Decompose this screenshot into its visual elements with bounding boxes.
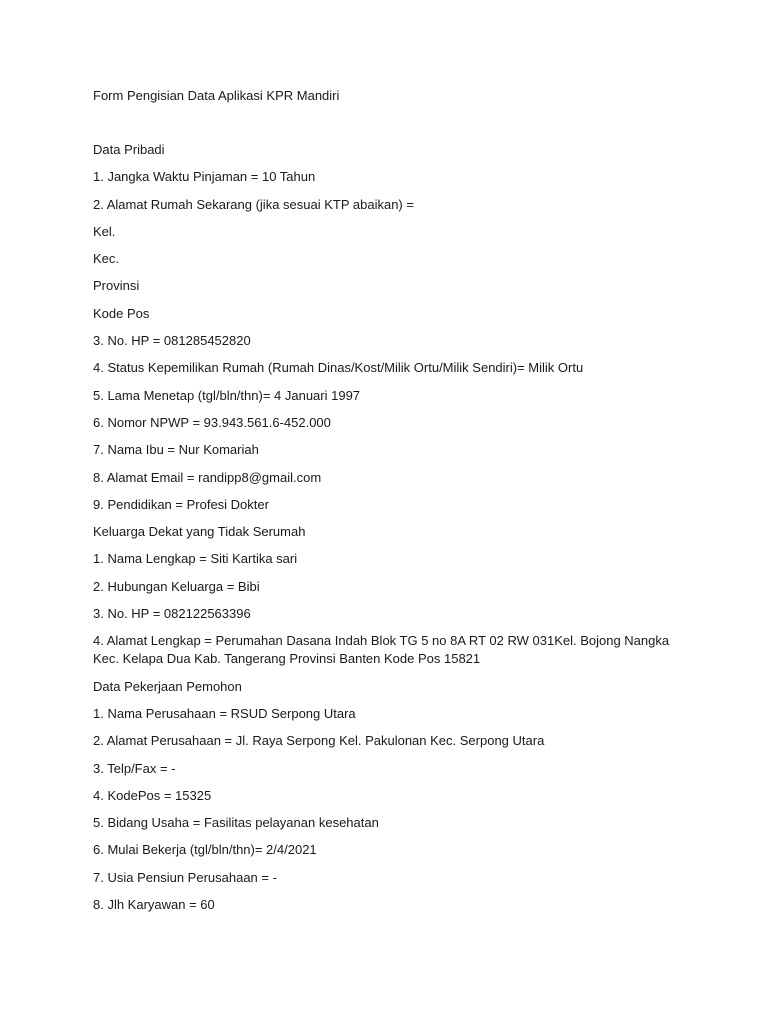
pekerjaan-line-3: 3. Telp/Fax = - bbox=[93, 760, 176, 776]
pribadi-line-kec: Kec. bbox=[93, 251, 120, 267]
pribadi-line-3: 3. No. HP = 081285452820 bbox=[93, 333, 251, 349]
section-heading-data-pribadi: Data Pribadi bbox=[93, 142, 165, 157]
pribadi-line-7: 7. Nama Ibu = Nur Komariah bbox=[93, 442, 259, 458]
keluarga-line-2: 2. Hubungan Keluarga = Bibi bbox=[93, 578, 260, 594]
pekerjaan-line-5: 5. Bidang Usaha = Fasilitas pelayanan kesehatan bbox=[93, 815, 379, 831]
pribadi-line-9: 9. Pendidikan = Profesi Dokter bbox=[93, 496, 269, 512]
keluarga-line-4: 4. Alamat Lengkap = Perumahan Dasana Indah Blok TG 5 no 8A RT 02 RW 031Kel. Bojong Nangka Kec. Kelapa Dua Kab. Tangerang Provinsi Banten Kode Pos 15821 bbox=[93, 633, 670, 667]
pribadi-line-2: 2. Alamat Rumah Sekarang (jika sesuai KTP abaikan) = bbox=[93, 196, 414, 212]
pekerjaan-line-6: 6. Mulai Bekerja (tgl/bln/thn)= 2/4/2021 bbox=[93, 842, 317, 858]
section-heading-keluarga: Keluarga Dekat yang Tidak Serumah bbox=[93, 524, 306, 540]
pribadi-line-8: 8. Alamat Email = randipp8@gmail.com bbox=[93, 469, 322, 485]
pribadi-line-provinsi: Provinsi bbox=[93, 278, 140, 294]
document-body bbox=[93, 87, 683, 923]
pekerjaan-line-4: 4. KodePos = 15325 bbox=[93, 787, 212, 803]
pribadi-line-1: 1. Jangka Waktu Pinjaman = 10 Tahun bbox=[93, 169, 316, 185]
section-heading-pekerjaan: Data Pekerjaan Pemohon bbox=[93, 678, 242, 694]
pribadi-line-5: 5. Lama Menetap (tgl/bln/thn)= 4 Januari 1997 bbox=[93, 387, 361, 403]
pekerjaan-line-2: 2. Alamat Perusahaan = Jl. Raya Serpong Kel. Pakulonan Kec. Serpong Utara bbox=[93, 733, 545, 749]
pribadi-line-kode-pos: Kode Pos bbox=[93, 305, 150, 321]
keluarga-line-3: 3. No. HP = 082122563396 bbox=[93, 606, 251, 622]
pribadi-line-6: 6. Nomor NPWP = 93.943.561.6-452.000 bbox=[93, 414, 331, 430]
keluarga-line-1: 1. Nama Lengkap = Siti Kartika sari bbox=[93, 551, 298, 567]
pribadi-line-4: 4. Status Kepemilikan Rumah (Rumah Dinas/Kost/Milik Ortu/Milik Sendiri)= Milik Ortu bbox=[93, 360, 584, 376]
pribadi-line-kel: Kel. bbox=[93, 223, 116, 239]
document-title: Form Pengisian Data Aplikasi KPR Mandiri bbox=[93, 88, 340, 103]
pekerjaan-line-8: 8. Jlh Karyawan = 60 bbox=[93, 897, 215, 913]
pekerjaan-line-1: 1. Nama Perusahaan = RSUD Serpong Utara bbox=[93, 705, 356, 721]
pekerjaan-line-7: 7. Usia Pensiun Perusahaan = - bbox=[93, 869, 277, 885]
